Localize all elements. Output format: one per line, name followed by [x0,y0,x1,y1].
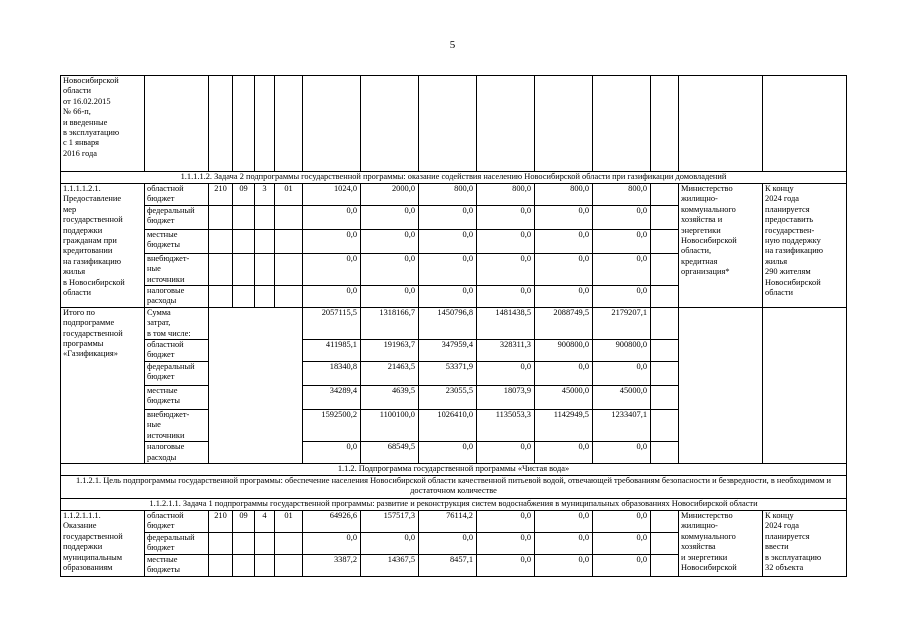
code-cell [275,253,303,285]
empty-cell [763,76,847,172]
value-cell: 0,0 [593,229,651,253]
empty-cell [419,76,477,172]
value-cell: 0,0 [593,510,651,532]
value-cell: 2179207,1 [593,307,651,339]
value-cell: 2088749,5 [535,307,593,339]
empty-cell [255,76,275,172]
empty-cell [679,76,763,172]
value-cell: 0,0 [535,229,593,253]
value-cell: 1024,0 [303,184,361,206]
value-cell: 23055,5 [419,385,477,409]
code-cell: 3 [255,184,275,206]
result-cell: К концу 2024 года планируется предоставить государствен- ную поддержку на газификацию жилья 290 жителям Новосибирской области [763,184,847,308]
page-number: 5 [449,39,456,51]
value-cell: 0,0 [593,286,651,308]
task-heading: 1.1.1.1.2. Задача 2 подпрограммы государственной программы: оказание содействия населению Новосибирской области при газификации домовладений [61,172,847,184]
funding-source-cell: федеральный бюджет [145,532,209,554]
value-cell: 4639,5 [361,385,419,409]
value-cell: 328311,3 [477,340,535,362]
value-cell: 0,0 [303,532,361,554]
empty-cell [651,554,679,576]
value-cell: 0,0 [535,286,593,308]
code-cell [233,205,255,229]
table-row [61,76,847,172]
subprogram-heading: 1.1.2. Подпрограмма государственной программы «Чистая вода» [61,463,847,475]
table-row [61,172,847,184]
code-cell [275,554,303,576]
value-cell: 347959,4 [419,340,477,362]
value-cell: 800,0 [477,184,535,206]
funding-source-cell: областной бюджет [145,340,209,362]
code-cell: 210 [209,184,233,206]
result-cell: К концу 2024 года планируется ввести в эксплуатацию 32 объекта [763,510,847,576]
funding-source-cell: налоговые расходы [145,286,209,308]
value-cell: 0,0 [303,205,361,229]
value-cell: 800,0 [419,184,477,206]
code-cell [275,229,303,253]
code-cell [209,554,233,576]
value-cell: 0,0 [361,205,419,229]
code-cell [255,229,275,253]
value-cell: 191963,7 [361,340,419,362]
value-cell: 0,0 [477,442,535,464]
code-cell: 01 [275,510,303,532]
value-cell: 0,0 [477,510,535,532]
value-cell: 0,0 [593,554,651,576]
value-cell: 8457,1 [419,554,477,576]
empty-cell [651,340,679,362]
code-cell [255,286,275,308]
code-cell [209,229,233,253]
value-cell: 1481438,5 [477,307,535,339]
value-cell: 1135053,3 [477,409,535,441]
value-cell: 411985,1 [303,340,361,362]
value-cell: 0,0 [361,532,419,554]
code-cell [209,286,233,308]
executor-cell: Министерство жилищно- коммунального хозяйства и энергетики Новосибирской [679,510,763,576]
executor-cell: Министерство жилищно- коммунального хозяйства и энергетики Новосибирской области, кредитная организация* [679,184,763,308]
value-cell: 0,0 [303,253,361,285]
value-cell: 0,0 [477,554,535,576]
code-cell [255,205,275,229]
code-cell: 01 [275,184,303,206]
value-cell: 0,0 [593,205,651,229]
funding-source-cell: областной бюджет [145,510,209,532]
value-cell: 1026410,0 [419,409,477,441]
value-cell: 1318166,7 [361,307,419,339]
funding-source-cell: внебюджет- ные источники [145,409,209,441]
value-cell: 0,0 [419,253,477,285]
table-row [61,463,847,475]
code-cell: 210 [209,510,233,532]
goal-heading: 1.1.2.1. Цель подпрограммы государственной программы: обеспечение населения Новосибирской области качественной питьевой водой, отвечающей требованиям безопасности и безвредности, в необходимом и достаточном количестве [61,475,847,498]
code-cell [255,532,275,554]
measure-name-cell: Новосибирской области от 16.02.2015 № 66-п, и введенные в эксплуатацию с 1 января 2016 года [61,76,145,172]
funding-source-cell: налоговые расходы [145,442,209,464]
value-cell: 0,0 [535,205,593,229]
value-cell: 2000,0 [361,184,419,206]
empty-cell [361,76,419,172]
empty-cell [679,307,763,463]
empty-cell [233,76,255,172]
value-cell: 0,0 [593,442,651,464]
code-cell [255,253,275,285]
value-cell: 0,0 [303,286,361,308]
value-cell: 0,0 [477,205,535,229]
empty-cell [651,409,679,441]
table-row [61,475,847,498]
empty-cell [209,76,233,172]
task-heading: 1.1.2.1.1. Задача 1 подпрограммы государственной программы: развитие и реконструкция систем водоснабжения в муниципальных образованиях Новосибирской области [61,498,847,510]
value-cell: 0,0 [419,532,477,554]
code-cell [209,532,233,554]
value-cell: 800,0 [535,184,593,206]
funding-source-cell: федеральный бюджет [145,205,209,229]
code-cell: 09 [233,510,255,532]
funding-source-cell: местные бюджеты [145,229,209,253]
empty-cell [651,76,679,172]
code-cell [233,253,255,285]
value-cell: 0,0 [477,229,535,253]
table-row [61,307,847,339]
value-cell: 2057115,5 [303,307,361,339]
value-cell: 0,0 [361,229,419,253]
empty-cell [651,532,679,554]
empty-cell [651,286,679,308]
value-cell: 0,0 [419,229,477,253]
empty-cell [763,307,847,463]
value-cell: 0,0 [303,229,361,253]
value-cell: 0,0 [535,554,593,576]
funding-source-cell: федеральный бюджет [145,361,209,385]
value-cell: 21463,5 [361,361,419,385]
funding-source-cell: внебюджет- ные источники [145,253,209,285]
value-cell: 18073,9 [477,385,535,409]
funding-source-cell: местные бюджеты [145,554,209,576]
funding-source-cell: Сумма затрат, в том числе: [145,307,209,339]
value-cell: 0,0 [477,253,535,285]
value-cell: 0,0 [535,361,593,385]
empty-cell [651,361,679,385]
value-cell: 900800,0 [593,340,651,362]
value-cell: 0,0 [593,361,651,385]
code-cell [275,286,303,308]
empty-cell [303,76,361,172]
code-cell: 4 [255,510,275,532]
code-cell [275,205,303,229]
value-cell: 0,0 [535,442,593,464]
code-cell: 09 [233,184,255,206]
value-cell: 64926,6 [303,510,361,532]
empty-cell [651,229,679,253]
code-cell [233,532,255,554]
code-cell [233,554,255,576]
value-cell: 45000,0 [535,385,593,409]
empty-cell [651,253,679,285]
empty-cell [275,76,303,172]
table-row [61,510,847,532]
value-cell: 0,0 [593,253,651,285]
value-cell: 157517,3 [361,510,419,532]
funding-source-cell: местные бюджеты [145,385,209,409]
value-cell: 1450796,8 [419,307,477,339]
empty-cell [535,76,593,172]
funding-source-cell: областной бюджет [145,184,209,206]
total-name-cell: Итого по подпрограмме государственной программы «Газификация» [61,307,145,463]
value-cell: 0,0 [477,532,535,554]
empty-cell [209,307,303,463]
empty-cell [651,442,679,464]
value-cell: 0,0 [477,286,535,308]
value-cell: 1592500,2 [303,409,361,441]
value-cell: 0,0 [361,253,419,285]
value-cell: 53371,9 [419,361,477,385]
value-cell: 0,0 [535,510,593,532]
value-cell: 45000,0 [593,385,651,409]
value-cell: 0,0 [477,361,535,385]
value-cell: 0,0 [419,205,477,229]
value-cell: 0,0 [419,286,477,308]
financing-table [60,75,847,577]
value-cell: 0,0 [361,286,419,308]
table-row [61,498,847,510]
code-cell [209,253,233,285]
empty-cell [651,184,679,206]
value-cell: 0,0 [303,442,361,464]
code-cell [255,554,275,576]
measure-name-cell: 1.1.2.1.1.1. Оказание государственной поддержки муниципальным образованиям [61,510,145,576]
value-cell: 0,0 [419,442,477,464]
value-cell: 1142949,5 [535,409,593,441]
value-cell: 3387,2 [303,554,361,576]
empty-cell [651,385,679,409]
value-cell: 0,0 [535,532,593,554]
value-cell: 900800,0 [535,340,593,362]
value-cell: 34289,4 [303,385,361,409]
code-cell [233,229,255,253]
value-cell: 0,0 [535,253,593,285]
value-cell: 76114,2 [419,510,477,532]
value-cell: 800,0 [593,184,651,206]
empty-cell [593,76,651,172]
value-cell: 1100100,0 [361,409,419,441]
code-cell [233,286,255,308]
empty-cell [651,510,679,532]
value-cell: 14367,5 [361,554,419,576]
measure-name-cell: 1.1.1.1.2.1. Предоставление мер государственной поддержки гражданам при кредитовании на газификацию жилья в Новосибирской области [61,184,145,308]
code-cell [275,532,303,554]
value-cell: 18340,8 [303,361,361,385]
empty-cell [651,307,679,339]
value-cell: 0,0 [593,532,651,554]
table-row [61,184,847,206]
empty-cell [145,76,209,172]
empty-cell [651,205,679,229]
value-cell: 1233407,1 [593,409,651,441]
value-cell: 68549,5 [361,442,419,464]
code-cell [209,205,233,229]
empty-cell [477,76,535,172]
